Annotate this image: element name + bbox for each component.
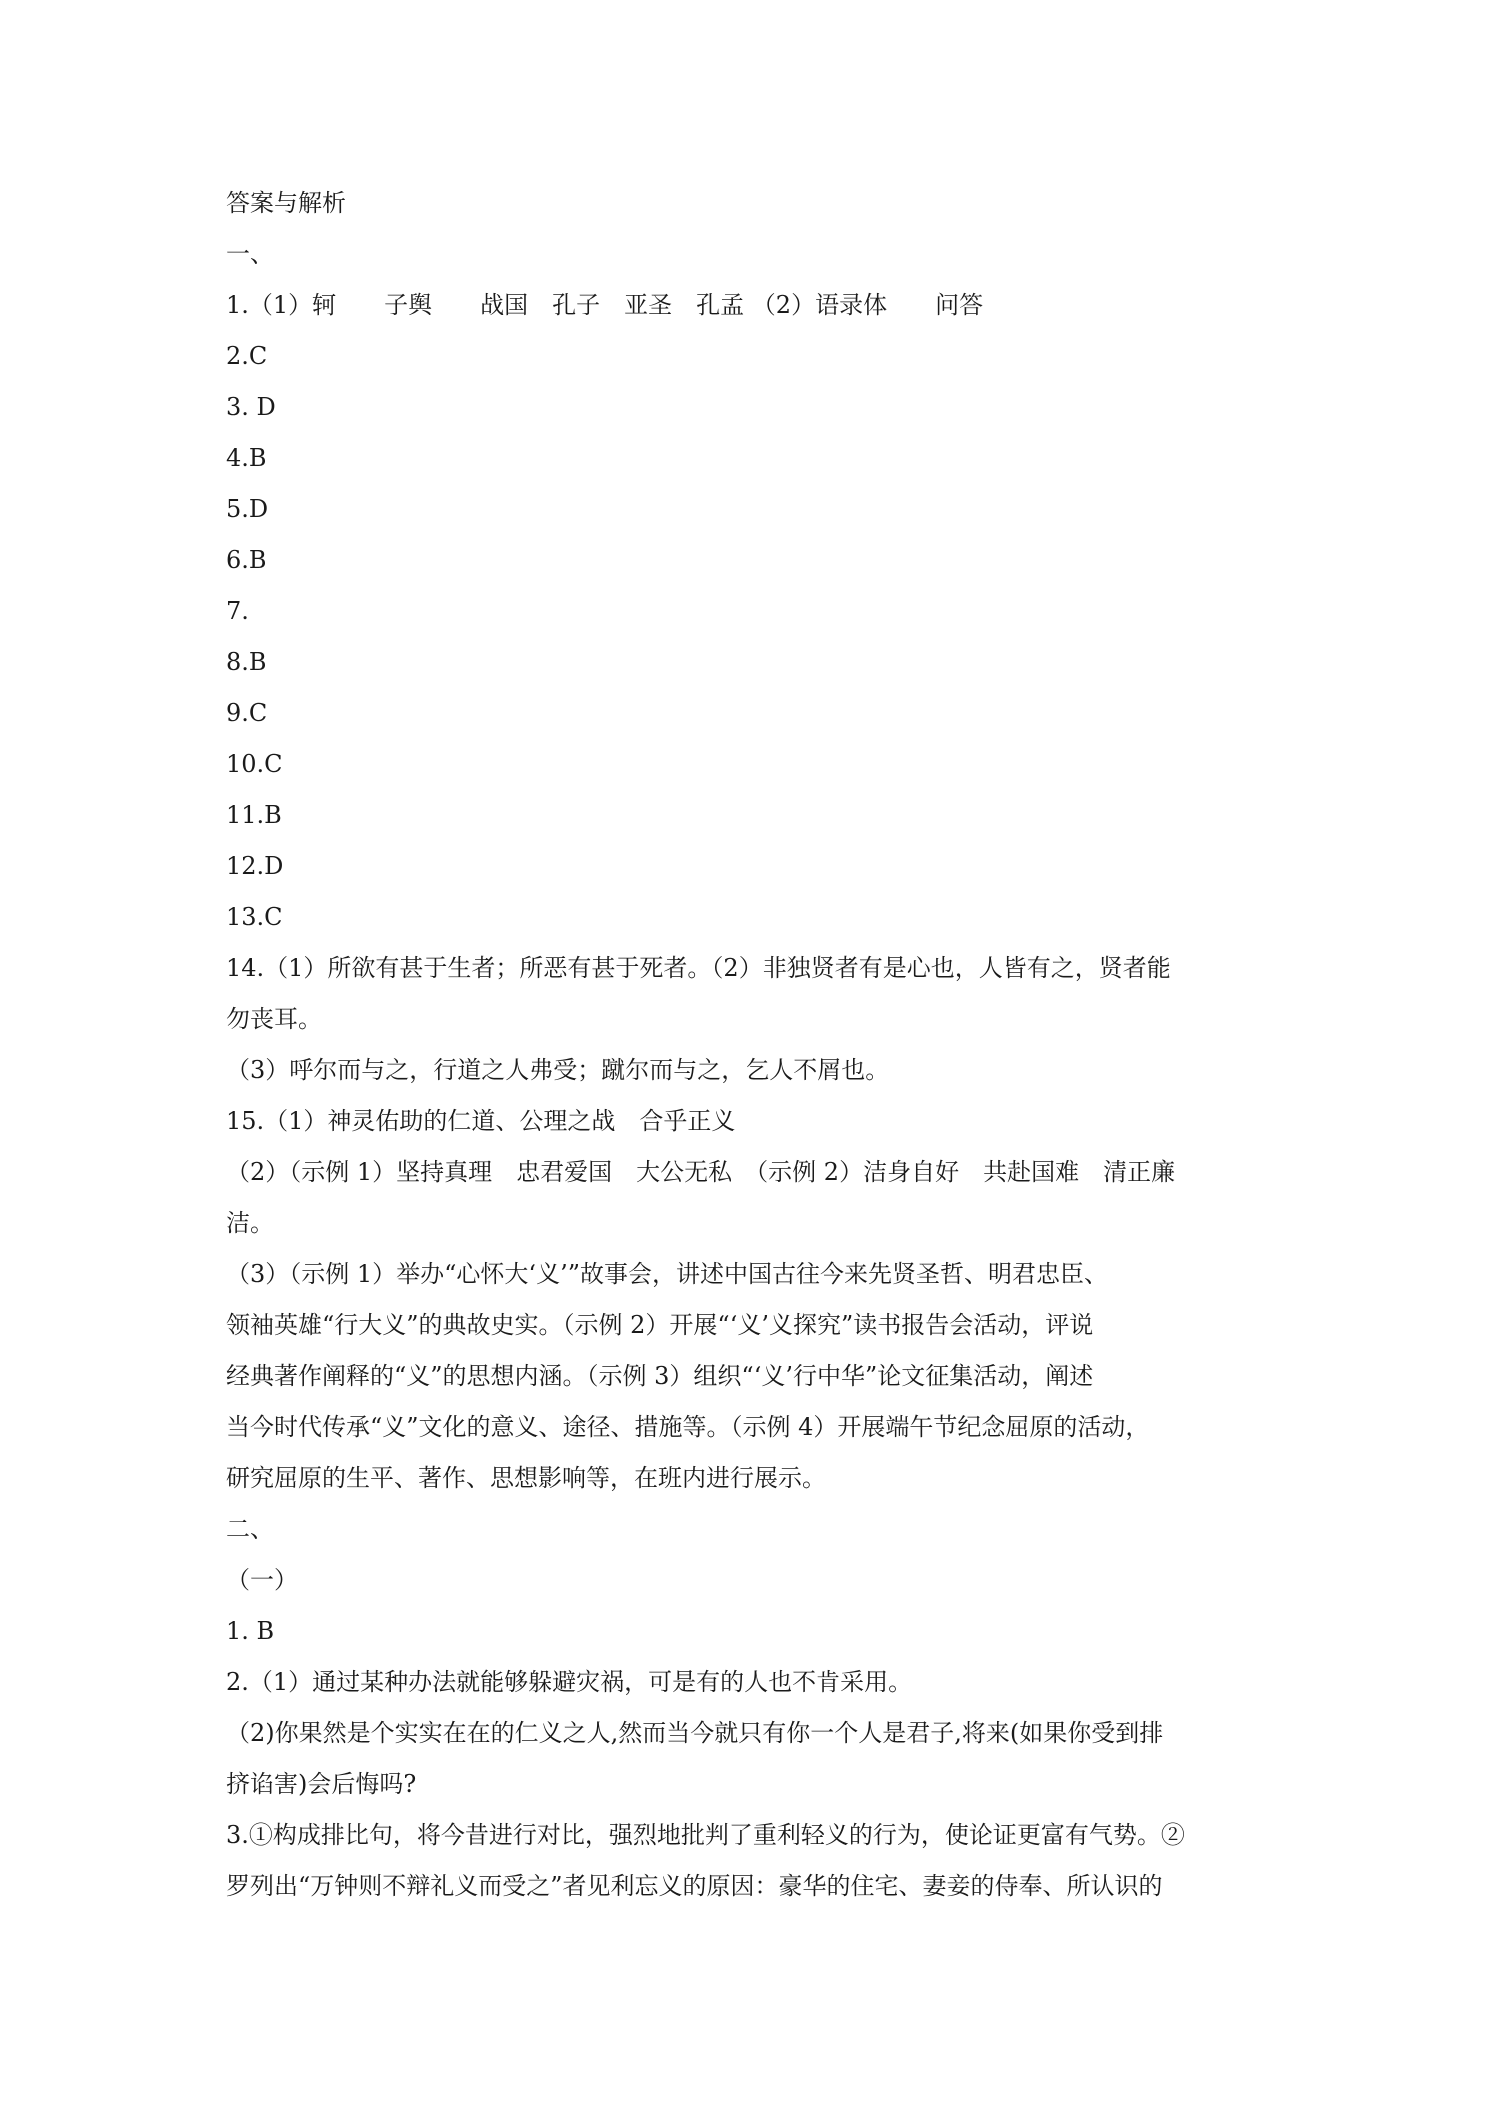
answer-line: 14.（1）所欲有甚于生者；所恶有甚于死者。（2）非独贤者有是心也，人皆有之，贤者能 [226,954,1171,982]
answer-line: 3.①构成排比句，将今昔进行对比，强烈地批判了重利轻义的行为，使论证更富有气势。② [226,1821,1185,1849]
answer-line: 勿丧耳。 [226,1005,322,1033]
answer-line: 13.C [226,903,283,931]
answer-line: 领袖英雄“行大义”的典故史实。（示例 2）开展“‘义’义探究”读书报告会活动，评说 [226,1311,1094,1339]
answer-line: 7. [226,597,249,625]
answer-line: 5.D [226,495,269,523]
answer-line: 1.（1）轲 子舆 战国 孔子 亚圣 孔孟 （2）语录体 问答 [226,291,984,319]
answer-line: 挤谄害)会后悔吗? [226,1770,417,1798]
answer-line: 15.（1）神灵佑助的仁道、公理之战 合乎正义 [226,1107,736,1135]
answer-line: 经典著作阐释的“义”的思想内涵。（示例 3）组织“‘义’行中华”论文征集活动，阐述 [226,1362,1094,1390]
answer-line: 12.D [226,852,284,880]
section-two-label: 二、 [226,1515,274,1543]
heading-answers: 答案与解析 [226,189,346,217]
answer-line: 罗列出“万钟则不辩礼义而受之”者见利忘义的原因：豪华的住宅、妻妾的侍奉、所认识的 [226,1872,1163,1900]
answer-line: 洁。 [226,1209,274,1237]
section-one-label: 一、 [226,240,274,268]
answer-line: 6.B [226,546,267,574]
answer-line: 1. B [226,1617,275,1645]
answer-line: 11.B [226,801,282,829]
answer-line: 8.B [226,648,267,676]
subsection-label: （一） [226,1566,298,1594]
answer-line: （2）（示例 1）坚持真理 忠君爱国 大公无私 （示例 2）洁身自好 共赴国难 清正廉 [226,1158,1176,1186]
answer-line: 2.C [226,342,268,370]
answer-line: 当今时代传承“义”文化的意义、途径、措施等。（示例 4）开展端午节纪念屈原的活动， [226,1413,1150,1441]
answer-line: 3. D [226,393,276,421]
answer-line: （3）（示例 1）举办“心怀大‘义’”故事会，讲述中国古往今来先贤圣哲、明君忠臣、 [226,1260,1108,1288]
answer-line: （3）呼尔而与之，行道之人弗受；蹴尔而与之，乞人不屑也。 [226,1056,890,1084]
answer-line: 研究屈原的生平、著作、思想影响等，在班内进行展示。 [226,1464,826,1492]
answer-text-body [226,178,1276,1912]
answer-line: （2)你果然是个实实在在的仁义之人,然而当今就只有你一个人是君子,将来(如果你受到排 [226,1719,1164,1747]
answer-line: 2.（1）通过某种办法就能够躲避灾祸，可是有的人也不肯采用。 [226,1668,913,1696]
answer-line: 4.B [226,444,267,472]
answer-line: 9.C [226,699,268,727]
answer-line: 10.C [226,750,283,778]
